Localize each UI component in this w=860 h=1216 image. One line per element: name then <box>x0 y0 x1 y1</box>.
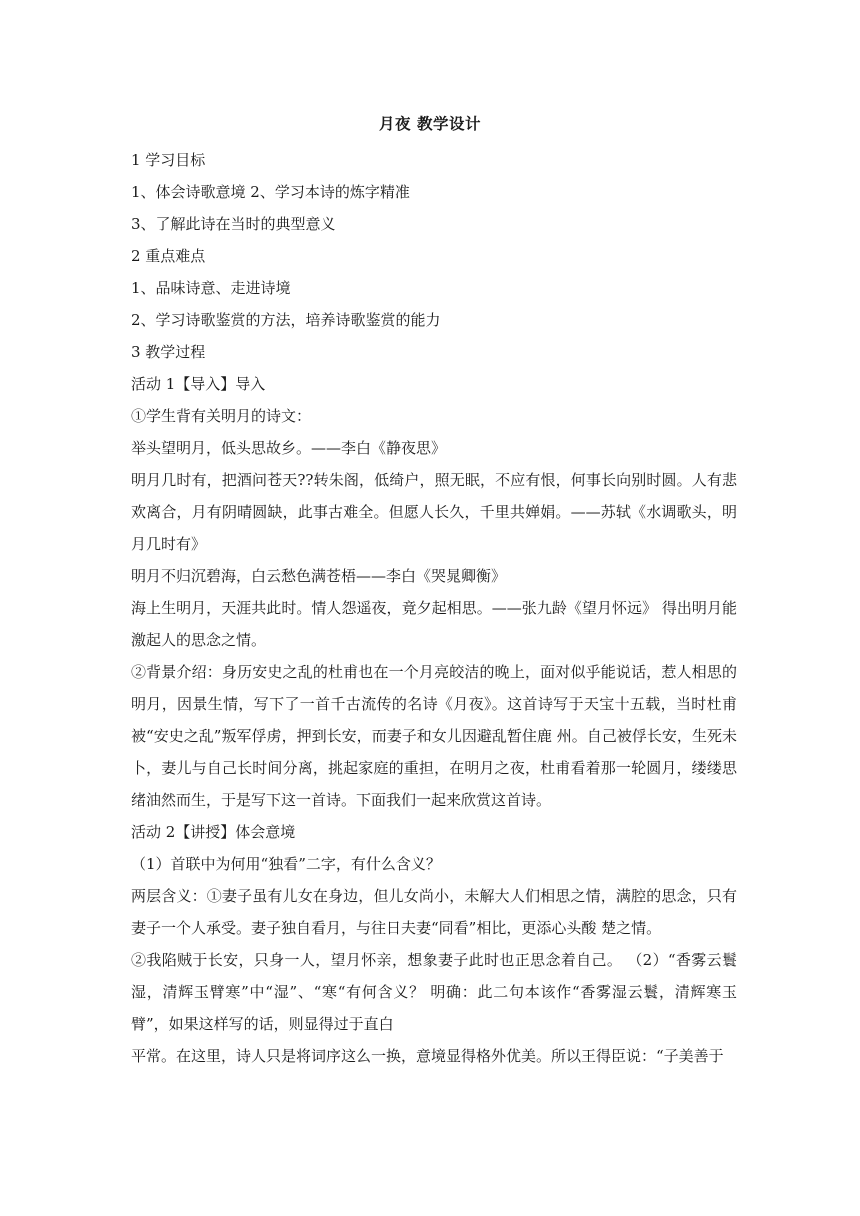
paragraph: ②我陷贼于长安，只身一人，望月怀亲，想象妻子此时也正思念着自己。 （2）“香雾云鬟湿，清辉玉臂寒”中“湿”、“寒“有何含义？ 明确：此二句本该作“香雾湿云鬟，清辉寒玉臂”，如果这样写的话，则显得过于直白 <box>131 951 737 1033</box>
paragraph: 平常。在这里，诗人只是将词序这么一换，意境显得格外优美。所以王得臣说：“子美善于 <box>131 1047 724 1065</box>
paragraph: 2、学习诗歌鉴赏的方法，培养诗歌鉴赏的能力 <box>131 311 441 329</box>
activity-heading: 活动 1【导入】导入 <box>131 375 266 393</box>
paragraph: 海上生明月，天涯共此时。情人怨遥夜，竟夕起相思。——张九龄《望月怀远》 得出明月能激起人的思念之情。 <box>131 599 737 649</box>
section-heading-key-points: 2 重点难点 <box>131 247 206 265</box>
paragraph: ②背景介绍：身历安史之乱的杜甫也在一个月亮皎洁的晚上，面对似乎能说话，惹人相思的明月，因景生情，写下了一首千古流传的名诗《月夜》。这首诗写于天宝十五载，当时杜甫被“安史之乱”叛军俘虏，押到长安，而妻子和女儿因避乱暂住鹿 州。自己被俘长安，生死未卜，妻儿与自己长时间分离，挑起家庭的重担，在明月之夜，杜甫看着那一轮圆月，缕缕思绪油然而生，于是写下这一首诗。下面我们一起来欣赏这首诗。 <box>131 663 737 809</box>
section-heading-process: 3 教学过程 <box>131 343 206 361</box>
paragraph: 1、体会诗歌意境 2、学习本诗的炼字精准 <box>131 183 410 201</box>
paragraph: 举头望明月，低头思故乡。——李白《静夜思》 <box>131 439 447 457</box>
paragraph: 3、了解此诗在当时的典型意义 <box>131 215 336 233</box>
document-body <box>131 144 737 1072</box>
paragraph: 1、品味诗意、走进诗境 <box>131 279 291 297</box>
paragraph: ①学生背有关明月的诗文： <box>131 407 312 425</box>
paragraph: 明月不归沉碧海，白云愁色满苍梧——李白《哭晁卿衡》 <box>131 567 507 585</box>
section-heading-goals: 1 学习目标 <box>131 151 206 169</box>
paragraph: 两层含义：①妻子虽有儿女在身边，但儿女尚小，未解大人们相思之情，满腔的思念，只有妻子一个人承受。妻子独自看月，与往日夫妻“同看”相比，更添心头酸 楚之情。 <box>131 887 737 937</box>
paragraph: 明月几时有，把酒问苍天??转朱阁，低绮户，照无眠，不应有恨，何事长向别时圆。人有悲欢离合，月有阴晴圆缺，此事古难全。但愿人长久，千里共婵娟。——苏轼《水调歌头，明月几时有》 <box>131 471 737 553</box>
document-title: 月夜 教学设计 <box>379 114 481 133</box>
activity-heading: 活动 2【讲授】体会意境 <box>131 823 296 841</box>
paragraph: （1）首联中为何用“独看”二字，有什么含义？ <box>131 855 441 873</box>
